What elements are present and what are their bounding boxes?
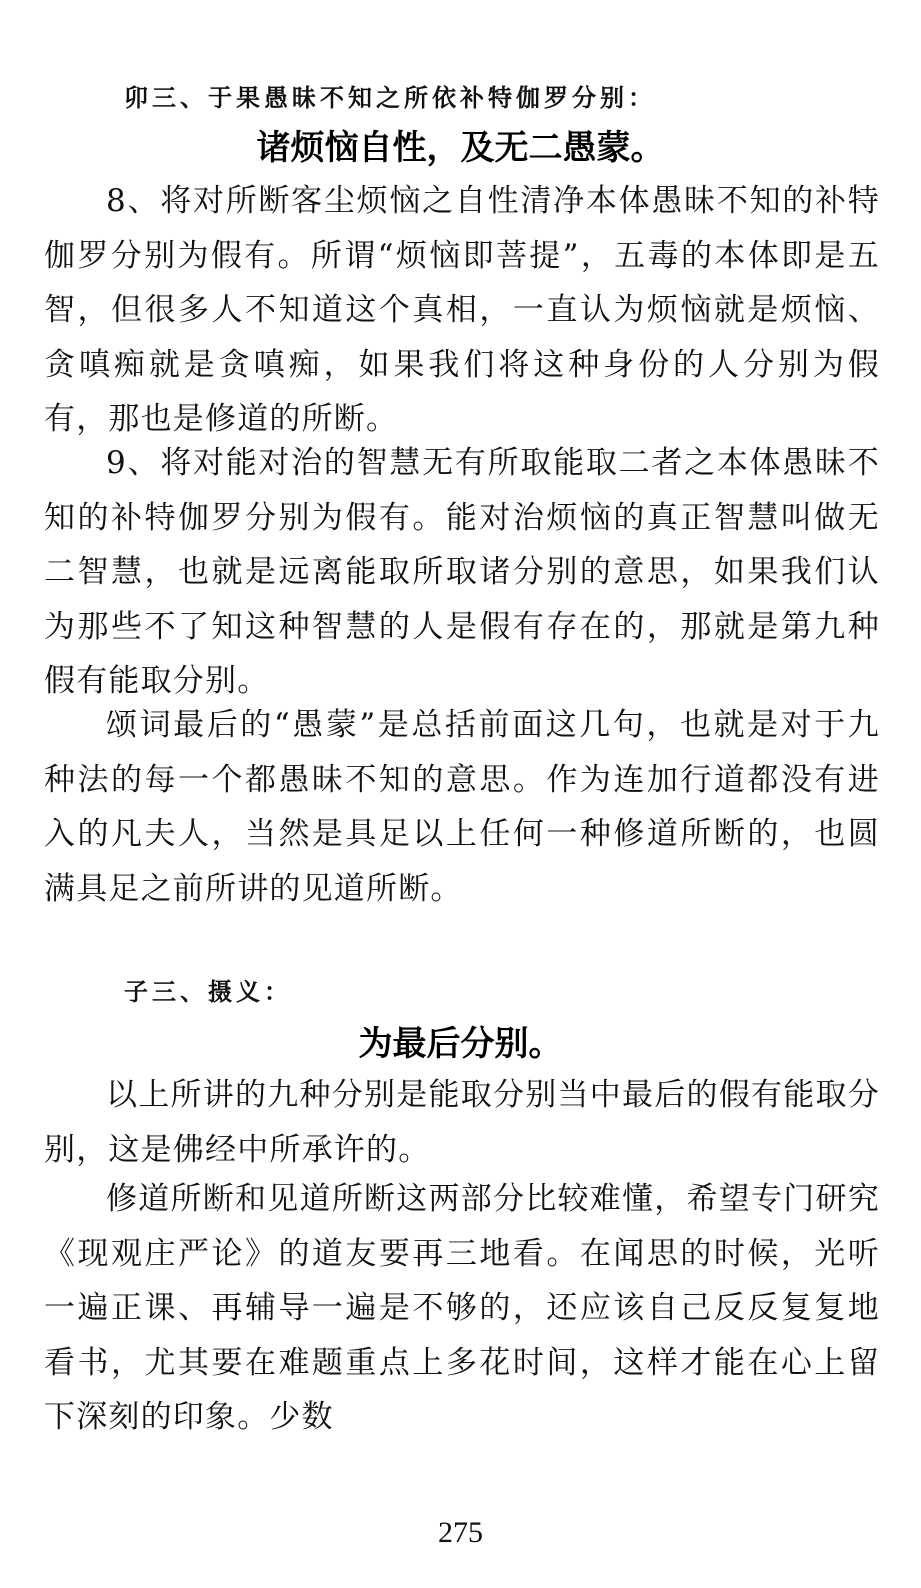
paragraph-9: 9、将对能对治的智慧无有所取能取二者之本体愚昧不知的补特伽罗分别为假有。能对治烦恼的真正智慧叫做无二智慧，也就是远离能取所取诸分别的意思，如果我们认为那些不了知这种智慧的人是假有存在的，那就是第九种假有能取分别。 <box>44 445 880 699</box>
section-heading-zi-san: 子三、摄义： <box>124 978 292 1006</box>
paragraph-verse-explanation: 颂词最后的“愚蒙”是总括前面这几句，也就是对于九种法的每一个都愚昧不知的意思。作为连加行道都没有进入的凡夫人，当然是具足以上任何一种修道所断的，也圆满具足之前所讲的见道所断。 <box>44 707 880 907</box>
verse-line-2: 为最后分别。 <box>358 1024 563 1064</box>
paragraph-8: 8、将对所断客尘烦恼之自性清净本体愚昧不知的补特伽罗分别为假有。所谓“烦恼即菩提”，五毒的本体即是五智，但很多人不知道这个真相，一直认为烦恼就是烦恼、贪嗔痴就是贪嗔痴，如果我们将这种身份的人分别为假有，那也是修道的所断。 <box>44 183 880 437</box>
paragraph-advice: 修道所断和见道所断这两部分比较难懂，希望专门研究《现观庄严论》的道友要再三地看。在闻思的时候，光听一遍正课、再辅导一遍是不够的，还应该自己反反复复地看书，尤其要在难题重点上多花时间，这样才能在心上留下深刻的印象。少数 <box>44 1181 880 1435</box>
verse-line-1: 诸烦恼自性，及无二愚蒙。 <box>256 128 665 168</box>
section-heading-mao-san: 卯三、于果愚昧不知之所依补特伽罗分别： <box>124 84 656 112</box>
paragraph-summary: 以上所讲的九种分别是能取分别当中最后的假有能取分别，这是佛经中所承许的。 <box>44 1077 880 1168</box>
page-number: 275 <box>438 1516 483 1549</box>
